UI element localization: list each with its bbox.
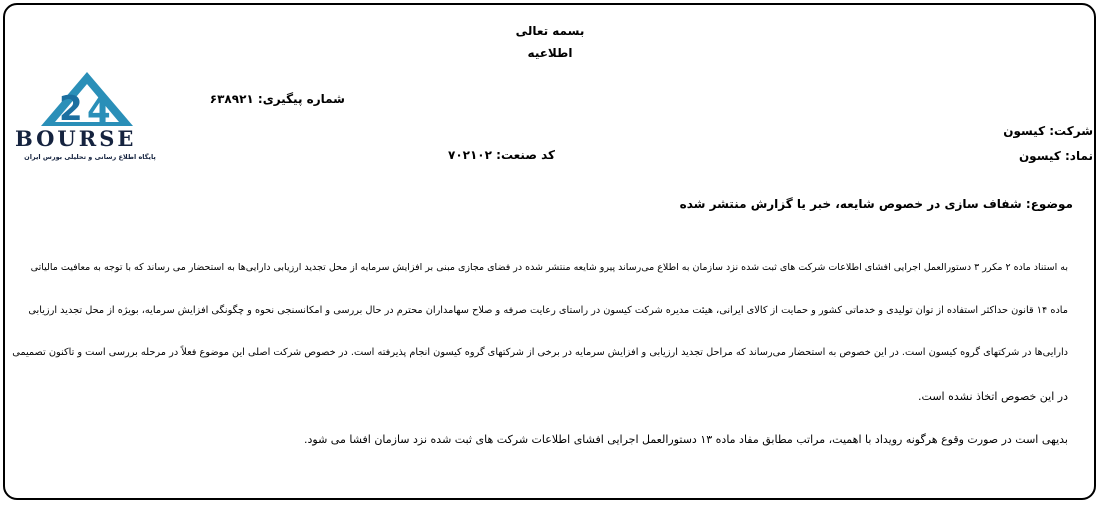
symbol-row — [1019, 149, 1093, 163]
announcement-title: اطلاعیه — [527, 46, 573, 60]
logo-tagline: پایگاه اطلاع رسانی و تحلیلی بورس ایران — [24, 153, 156, 161]
symbol-value: کیسون — [1018, 149, 1061, 163]
svg-text:2: 2 — [59, 89, 83, 129]
body-line-1: به استناد ماده ۲ مکرر ۳ دستورالعمل اجرایی افشای اطلاعات شرکت های ثبت شده نزد سازمان به اطلاع می‌رساند پیرو شایعه منتشر شده در فضای مجازی مبنی بر افزایش سرمایه از محل تجدید ارزیابی دارایی‌ها به استحضار می رساند که با توجه به معافیت مالیاتی — [30, 262, 1068, 273]
subject-line — [680, 197, 1073, 211]
body-line-5: بدیهی است در صورت وقوع هرگونه رویداد با اهمیت، مراتب مطابق مفاد ماده ۱۳ دستورالعمل اجرایی افشای اطلاعات شرکت های ثبت شده نزد سازمان افشا می شود. — [304, 433, 1068, 446]
company-row — [1003, 124, 1093, 138]
company-label: شرکت: — [1049, 124, 1093, 138]
body-line-3: دارایی‌ها در شرکتهای گروه کیسون است. در این خصوص به استحضار می‌رساند که مراحل تجدید ارزیابی و افزایش سرمایه در برخی از شرکتهای گروه کیسون انجام پذیرفته است. در خصوص شرکت اصلی این موضوع فعلاً در مرحله بررسی است و تاکنون تصمیمی — [12, 347, 1068, 358]
tracking-label: شماره پیگیری: — [257, 92, 345, 106]
tracking-number — [209, 92, 345, 106]
tracking-value: ۶۳۸۹۲۱ — [209, 92, 254, 106]
company-name: کیسون — [1003, 124, 1046, 138]
logo-wordmark: BOURSE — [15, 126, 137, 151]
industry-code-value: ۷۰۲۱۰۲ — [448, 148, 492, 162]
symbol-label: نماد: — [1064, 149, 1093, 163]
industry-code-label: کد صنعت: — [496, 148, 555, 162]
subject-text: شفاف سازی در خصوص شایعه، خبر یا گزارش منتشر شده — [679, 197, 1022, 211]
svg-text:4: 4 — [87, 91, 111, 131]
body-line-2: ماده ۱۴ قانون حداکثر استفاده از توان تولیدی و خدماتی کشور و حمایت از کالای ایرانی، هیئت مدیره شرکت کیسون در راستای رعایت صرفه و صلاح سهامداران محترم در حال بررسی و امکانسنجی نحوه و چگونگی افزایش سرمایه، بویژه از محل تجدید ارزیابی — [28, 305, 1068, 316]
body-line-4: در این خصوص اتخاذ نشده است. — [918, 390, 1068, 403]
announcement-frame — [3, 3, 1096, 500]
bourse-logo — [15, 70, 165, 165]
industry-code — [445, 148, 555, 162]
bismillah-heading: بسمه تعالی — [515, 24, 585, 38]
subject-label: موضوع: — [1025, 197, 1073, 211]
bourse-logo-icon — [15, 70, 165, 165]
